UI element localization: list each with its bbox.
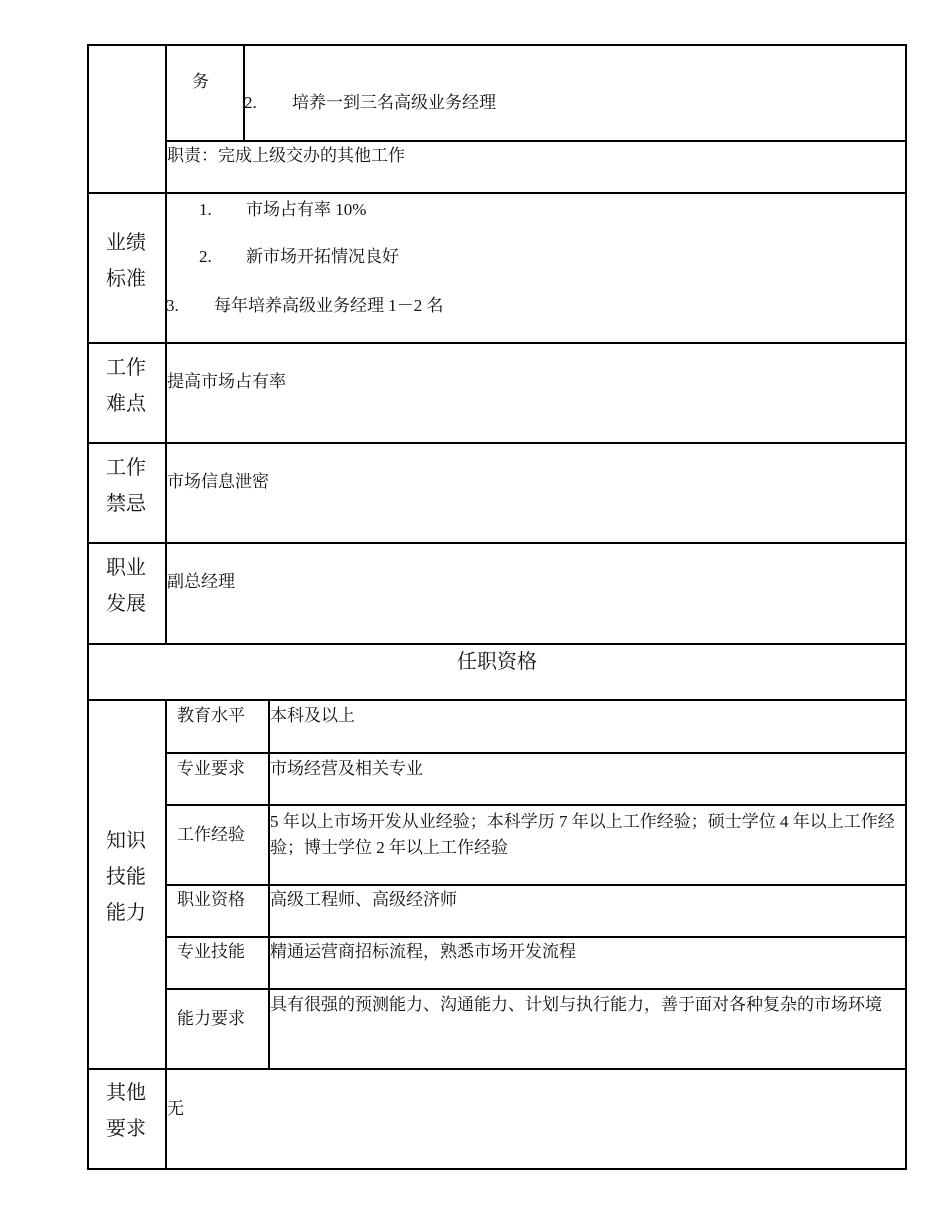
other-value: 无 <box>167 1099 184 1118</box>
duty-item-number: 2. <box>244 93 257 112</box>
qual-row-value: 5 年以上市场开发从业经验；本科学历 7 年以上工作经验；硕士学位 4 年以上工作经验；博士学位 2 年以上工作经验 <box>270 812 895 857</box>
qual-group-label: 知识 <box>106 830 146 852</box>
other-label: 要求 <box>106 1118 146 1140</box>
career-value: 副总经理 <box>167 572 235 591</box>
qual-row-label: 工作经验 <box>177 825 245 844</box>
row-divider <box>87 542 907 544</box>
qual-row-divider <box>165 804 907 806</box>
duty-item-text: 培养一到三名高级业务经理 <box>292 93 496 112</box>
table-border-left <box>87 44 89 1170</box>
performance-item-number: 2. <box>199 247 212 266</box>
qual-row-label: 教育水平 <box>177 706 245 725</box>
duty-responsibility: 职责：完成上级交办的其他工作 <box>167 146 405 165</box>
qual-row-divider <box>165 884 907 886</box>
row-divider <box>87 643 907 645</box>
performance-item-text: 新市场开拓情况良好 <box>246 247 399 266</box>
table-border-top <box>87 44 907 46</box>
taboo-value: 市场信息泄密 <box>167 472 269 491</box>
qual-row-divider <box>165 936 907 938</box>
label-column-divider <box>165 44 167 644</box>
row-divider <box>87 342 907 344</box>
row-divider <box>87 699 907 701</box>
row-divider <box>165 140 907 142</box>
performance-item-number: 3. <box>166 296 179 315</box>
taboo-label: 工作 <box>106 457 146 479</box>
career-label: 职业 <box>106 557 146 579</box>
qual-row-value: 本科及以上 <box>270 706 355 725</box>
qual-row-label: 职业资格 <box>177 890 245 909</box>
qual-row-value: 高级工程师、高级经济师 <box>270 890 457 909</box>
qual-row-divider <box>165 988 907 990</box>
performance-label: 业绩 <box>106 232 146 254</box>
qual-row-label: 专业技能 <box>177 942 245 961</box>
qual-row-label: 能力要求 <box>177 1009 245 1028</box>
qual-row-value: 市场经营及相关专业 <box>270 759 423 778</box>
row-divider <box>87 192 907 194</box>
performance-item-text: 每年培养高级业务经理 1－2 名 <box>214 296 444 315</box>
difficulty-value: 提高市场占有率 <box>167 372 286 391</box>
table-border-right <box>905 44 907 1170</box>
difficulty-label: 难点 <box>106 393 146 415</box>
performance-label: 标准 <box>106 268 146 290</box>
qual-row-divider <box>165 752 907 754</box>
row-divider <box>87 442 907 444</box>
other-label: 其他 <box>106 1082 146 1104</box>
difficulty-label: 工作 <box>106 357 146 379</box>
qual-row-value: 精通运营商招标流程，熟悉市场开发流程 <box>270 942 576 961</box>
qual-group-label: 技能 <box>106 866 146 888</box>
taboo-label: 禁忌 <box>106 493 146 515</box>
row-divider <box>87 1068 907 1070</box>
performance-item-number: 1. <box>199 200 212 219</box>
table-border-bottom <box>87 1168 907 1170</box>
qual-row-value: 具有很强的预测能力、沟通能力、计划与执行能力，善于面对各种复杂的市场环境 <box>270 995 882 1014</box>
career-label: 发展 <box>106 593 146 615</box>
qual-group-label: 能力 <box>106 902 146 924</box>
qualifications-title: 任职资格 <box>457 651 537 673</box>
duty-label-fragment: 务 <box>192 72 209 91</box>
qual-row-label: 专业要求 <box>177 759 245 778</box>
performance-item-text: 市场占有率 10% <box>246 200 367 219</box>
